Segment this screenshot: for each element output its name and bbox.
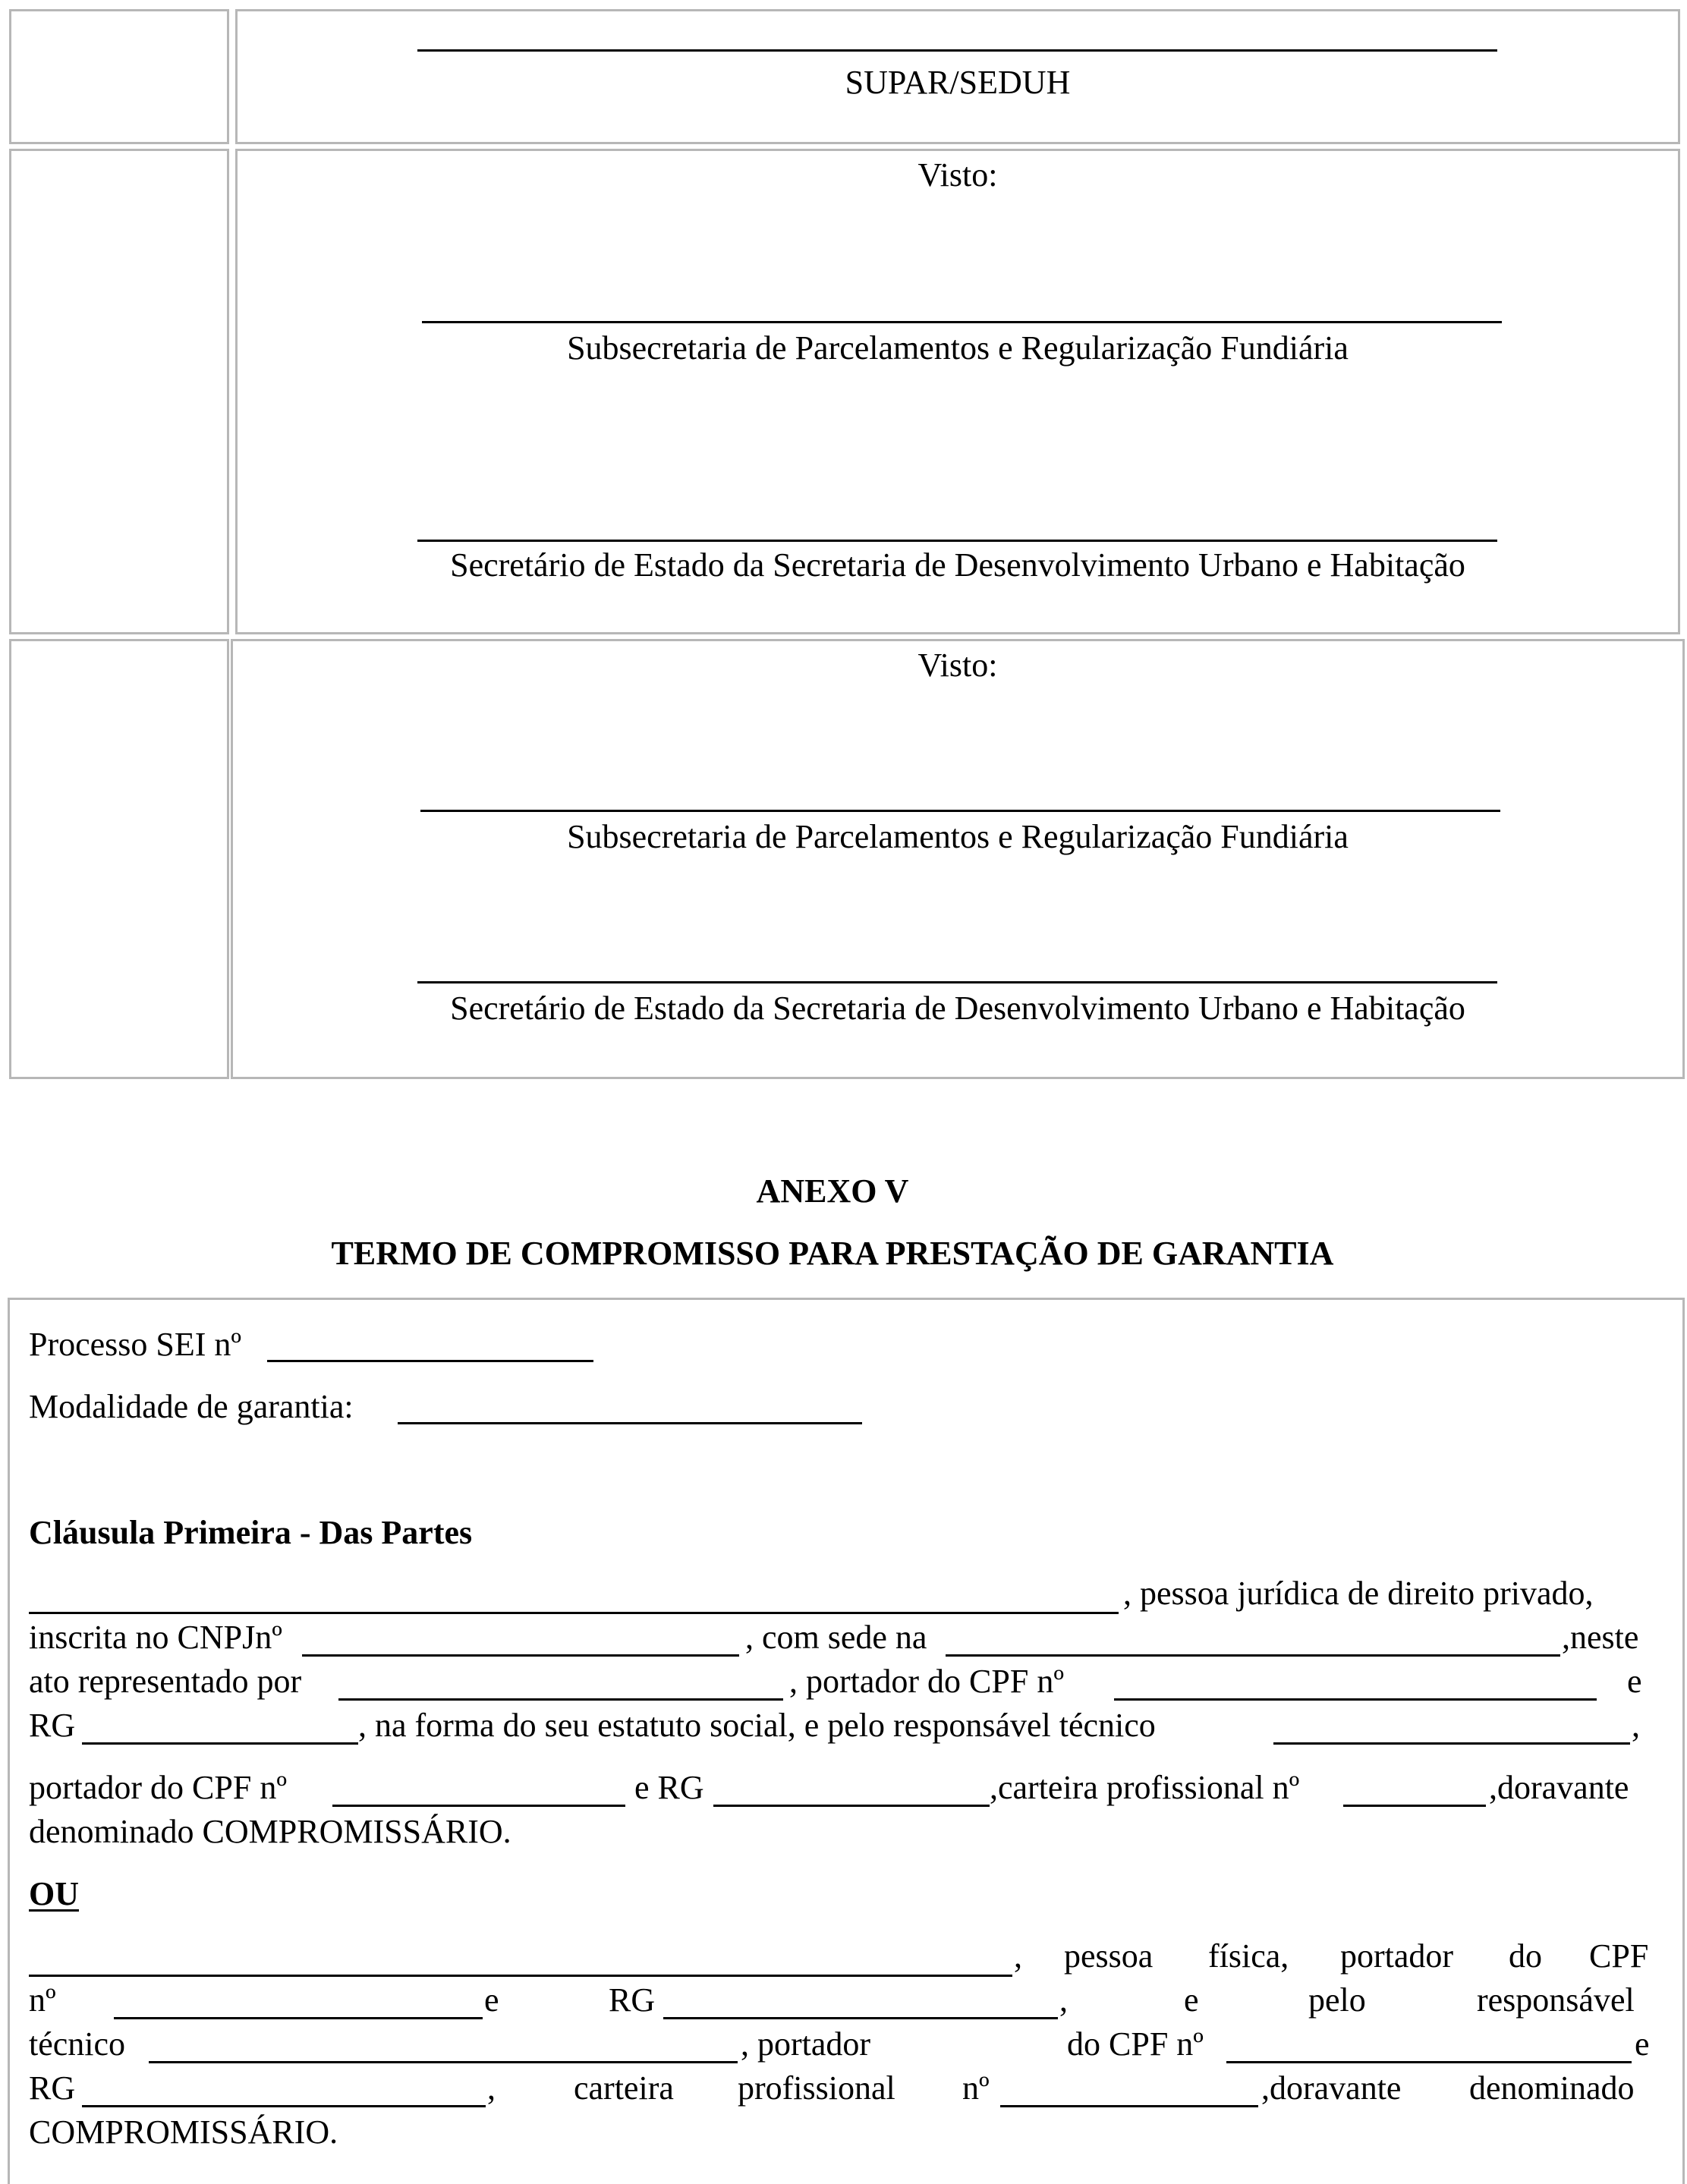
pf-text: profissional	[738, 2069, 895, 2107]
blank-responsavel-tecnico-pf	[149, 2061, 738, 2063]
secretario-label: Secretário de Estado da Secretaria de Desenvolvimento Urbano e Habitação	[450, 546, 1465, 584]
blank-carteira-profissional-pf	[1000, 2105, 1258, 2107]
ou-separator: OU	[29, 1875, 79, 1912]
pf-text: e	[1635, 2025, 1650, 2063]
blank-cpf-pessoa-fisica	[114, 2017, 483, 2019]
pf-text: RG	[29, 2069, 76, 2107]
pf-text: pelo	[1308, 1981, 1366, 2019]
pf-text: e	[1184, 1981, 1199, 2019]
pj-text: ,carteira profissional nº	[990, 1769, 1300, 1806]
pj-text: ,doravante	[1489, 1769, 1629, 1806]
pj-text: ,	[1632, 1707, 1640, 1744]
pj-text: ato representado por	[29, 1663, 302, 1700]
table-cell-visto	[235, 149, 1680, 634]
pf-text: física,	[1208, 1937, 1289, 1975]
processo-label: Processo SEI nº	[29, 1326, 242, 1363]
signature-line	[422, 321, 1502, 323]
table-cell-empty	[9, 9, 229, 144]
pf-text: do	[1509, 1937, 1542, 1975]
signature-line	[420, 810, 1500, 812]
table-cell-empty	[9, 149, 229, 634]
annex-subtitle: TERMO DE COMPROMISSO PARA PRESTAÇÃO DE GARANTIA	[331, 1235, 1334, 1272]
blank-nome-pessoa-fisica	[29, 1975, 1012, 1977]
blank-carteira-profissional	[1343, 1805, 1486, 1807]
pf-text: ,doravante	[1261, 2069, 1402, 2107]
pj-text: ,neste	[1562, 1619, 1639, 1656]
pf-text: e	[484, 1981, 499, 2019]
pf-text: carteira	[574, 2069, 674, 2107]
signature-line	[417, 981, 1497, 983]
table-cell-signature-supar	[235, 9, 1680, 144]
blank-cnpj	[302, 1654, 739, 1657]
blank-cpf-tecnico	[332, 1805, 625, 1807]
subsecretaria-label: Subsecretaria de Parcelamentos e Regularização Fundiária	[567, 818, 1349, 855]
blank-representante	[338, 1698, 783, 1701]
blank-responsavel-tecnico	[1273, 1742, 1630, 1745]
visto-label: Visto:	[917, 647, 998, 684]
blank-rg-tecnico	[713, 1805, 990, 1807]
pf-text: denominado	[1469, 2069, 1635, 2107]
pj-text: e	[1627, 1663, 1642, 1700]
pf-text: nº	[29, 1981, 56, 2019]
blank-cpf-tecnico-pf	[1226, 2061, 1632, 2063]
signature-line	[417, 49, 1497, 52]
pj-text: portador do CPF nº	[29, 1769, 287, 1806]
pf-text: RG	[609, 1981, 656, 2019]
blank-rg-representante	[82, 1742, 358, 1745]
pf-text: CPF	[1589, 1937, 1649, 1975]
pf-text: COMPROMISSÁRIO.	[29, 2113, 338, 2151]
blank-rg-pessoa-fisica	[663, 2017, 1058, 2019]
blank-razao-social	[29, 1612, 1119, 1614]
modalidade-label: Modalidade de garantia:	[29, 1388, 354, 1425]
pf-text: , portador	[741, 2025, 871, 2063]
clausula-title: Cláusula Primeira - Das Partes	[29, 1514, 473, 1551]
signature-line	[417, 540, 1497, 542]
annex-title: ANEXO V	[756, 1172, 909, 1210]
secretario-label: Secretário de Estado da Secretaria de Desenvolvimento Urbano e Habitação	[450, 990, 1465, 1027]
table-cell-empty	[9, 639, 229, 1079]
modalidade-blank	[398, 1422, 862, 1424]
pj-text: , na forma do seu estatuto social, e pelo responsável técnico	[358, 1707, 1156, 1744]
pf-text: do CPF nº	[1067, 2025, 1204, 2063]
signatory-name: SUPAR/SEDUH	[845, 64, 1071, 101]
processo-blank	[267, 1360, 593, 1362]
pf-text: ,	[1014, 1937, 1022, 1975]
subsecretaria-label: Subsecretaria de Parcelamentos e Regularização Fundiária	[567, 329, 1349, 367]
pf-text: ,	[1059, 1981, 1068, 2019]
blank-cpf-representante	[1114, 1698, 1597, 1701]
table-cell-visto	[231, 639, 1685, 1079]
pj-text: , portador do CPF nº	[789, 1663, 1064, 1700]
pj-text: denominado COMPROMISSÁRIO.	[29, 1813, 511, 1850]
pf-text: responsável	[1477, 1981, 1635, 2019]
visto-label: Visto:	[917, 156, 998, 194]
pf-text: portador	[1340, 1937, 1454, 1975]
pf-text: pessoa	[1064, 1937, 1154, 1975]
pf-text: ,	[487, 2069, 496, 2107]
pj-text: inscrita no CNPJnº	[29, 1619, 282, 1656]
pj-text: e RG	[634, 1769, 704, 1806]
pf-text: técnico	[29, 2025, 126, 2063]
pj-text: RG	[29, 1707, 76, 1744]
pj-text: , pessoa jurídica de direito privado,	[1123, 1575, 1594, 1612]
pf-text: nº	[962, 2069, 990, 2107]
blank-sede	[946, 1654, 1560, 1657]
pj-text: , com sede na	[745, 1619, 927, 1656]
blank-rg-tecnico-pf	[82, 2105, 486, 2107]
